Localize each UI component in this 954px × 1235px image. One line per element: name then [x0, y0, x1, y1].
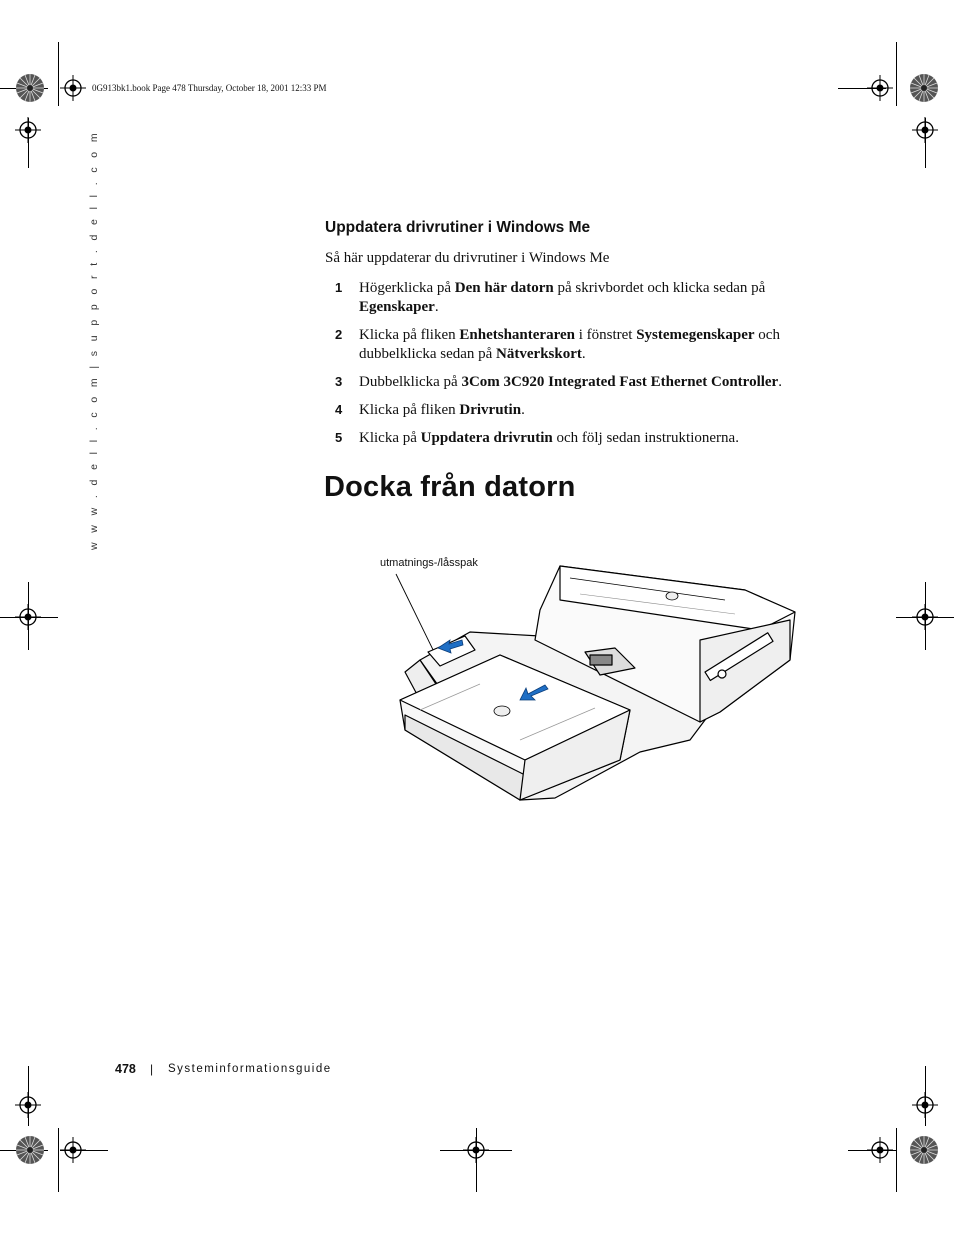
- step-text-run: .: [521, 402, 525, 418]
- section-heading: Uppdatera drivrutiner i Windows Me: [325, 219, 591, 236]
- page-title: Docka från datorn: [324, 471, 576, 503]
- step-text-run: Klicka på fliken: [359, 402, 460, 418]
- step-text-run: .: [434, 299, 439, 315]
- step-number: 1: [335, 280, 343, 295]
- ui-term: Nätverkskort: [496, 346, 582, 362]
- ui-term: Den här datorn: [454, 280, 554, 296]
- ui-term: Enhetshanteraren: [459, 327, 575, 343]
- step-number: 2: [335, 327, 343, 342]
- step-text: [359, 373, 809, 392]
- section-intro: Så här uppdaterar du drivrutiner i Windows Me: [325, 250, 610, 266]
- ui-term: Uppdatera drivrutin: [420, 430, 553, 446]
- sidebar-url: w w w . d e l l . c o m | s u p p o r t . d e l l . c o m: [88, 129, 100, 551]
- step-text-run: Klicka på fliken: [359, 327, 460, 343]
- callout-label: utmatnings-/låsspak: [380, 557, 478, 569]
- step-text-run: Högerklicka på: [359, 280, 455, 296]
- step-text-run: och följ sedan instruktionerna.: [552, 430, 739, 446]
- step-text: [359, 401, 809, 420]
- footer-title: Systeminformationsguide: [168, 1063, 332, 1075]
- ui-term: 3Com 3C920 Integrated Fast Ethernet Controller: [461, 374, 779, 390]
- ui-term: Drivrutin: [459, 402, 522, 418]
- ui-term: Systemegenskaper: [636, 327, 755, 343]
- step-text: [359, 326, 809, 364]
- print-header: 0G913bk1.book Page 478 Thursday, October 18, 2001 12:33 PM: [92, 83, 327, 93]
- step-number: 3: [335, 374, 343, 389]
- step-text: [359, 279, 809, 317]
- step-text-run: och dubbelklicka sedan på: [359, 327, 780, 362]
- step-text-run: .: [778, 374, 782, 390]
- docking-station-illustration: [380, 520, 820, 820]
- step-text: [359, 429, 809, 448]
- step-text-run: Dubbelklicka på: [359, 374, 462, 390]
- ui-term: Egenskaper: [359, 299, 435, 315]
- step-text-run: på skrivbordet och klicka sedan på: [553, 280, 766, 296]
- step-text-run: i fönstret: [574, 327, 637, 343]
- step-text-run: .: [581, 346, 586, 362]
- footer-separator: |: [150, 1062, 154, 1076]
- step-number: 5: [335, 430, 343, 445]
- page-number: 478: [115, 1062, 136, 1076]
- step-text-run: Klicka på: [359, 430, 421, 446]
- step-number: 4: [335, 402, 343, 417]
